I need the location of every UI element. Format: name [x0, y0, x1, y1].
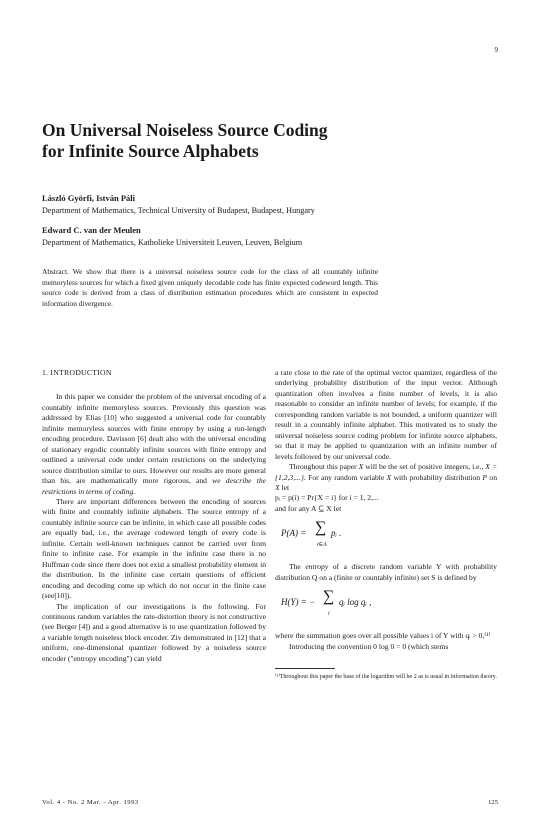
abstract-label: Abstract.	[42, 267, 69, 276]
eq2-subscript: i	[328, 611, 330, 618]
rp2-c: . For any random variable	[303, 472, 387, 482]
affiliation-first: Department of Mathematics, Technical University of Budapest, Budapest, Hungary	[42, 206, 315, 215]
eq1-subscript: i∈A	[317, 542, 327, 549]
rp3-b: of a discrete random variable Y with probability distribution Q on a (finite or countably infinite) set S is defined by	[275, 562, 497, 582]
right-paragraph-4: where the summation goes over all possible values i of Y with qᵢ > 0,⁽¹⁾	[275, 631, 491, 641]
subset-line: and for any A ⊆ X let	[275, 503, 342, 513]
rp2-b: will be the set of positive integers, i.e.,	[363, 462, 486, 472]
para1-text: In this paper we consider the problem of the universal encoding of a countably infinite memoryless sources. Previously this question was addressed by Elias [10] who suggested a universal code for countably infinite memoryless sources with finite entropy by using a run-length encoding procedure. Davisson [6] dealt also with the universal encoding of stationary ergodic countably infinite sources with finite entropy and outlined a universal code under certain restrictions on the underlying source distribution similar to ours. However our results are more general than his, are mathematically more rigorous, and	[42, 392, 266, 486]
right-paragraph-2	[275, 462, 497, 493]
equation-entropy	[281, 588, 497, 621]
title-line-2: for Infinite Source Alphabets	[42, 141, 259, 161]
eq1-lhs: P(A) =	[281, 528, 307, 539]
rp2-d: with probability distribution	[391, 472, 483, 482]
rp2-a: Throughout this paper	[289, 462, 359, 472]
probability-definition: pᵢ = p(i) = Pr{X = i} for i = 1, 2,...	[275, 493, 379, 503]
authors-second: Edward C. van der Meulen	[42, 225, 141, 235]
eq2-term: qᵢ log qᵢ ,	[339, 597, 372, 608]
title-line-1: On Universal Noiseless Source Coding	[42, 120, 328, 140]
rp2-X2: X	[386, 472, 392, 482]
eq2-lhs: H(Y) = −	[281, 597, 316, 608]
rp2-X3: X	[275, 482, 280, 492]
footnote: ⁽¹⁾Throughout this paper the base of the logarithm will be 2 as is usual in information theory.	[275, 674, 497, 681]
eq1-term: pᵢ .	[331, 528, 342, 539]
rp2-X: X	[358, 462, 364, 472]
page-number: 9	[494, 46, 498, 54]
equation-probability-of-set	[281, 519, 497, 552]
right-paragraph-3	[275, 562, 497, 583]
abstract	[42, 267, 378, 309]
left-column	[42, 368, 266, 664]
journal-footer: Vol. 4 - No. 2 Mar. - Apr. 1993	[42, 799, 139, 806]
intro-paragraph-3: The implication of our investigations is the following. For continuous random variables the rate-distortion theory is not constructive (see Berger [4]) and a good alternative is to use quantization followed by a variable length noiseless block encoder. Ziv demonstrated in [12] that a uniform, one-dimensional quantizer followed by a noiseless source encoder ("entropy encoding") can yield	[42, 601, 266, 663]
intro-paragraph-1	[42, 392, 266, 497]
right-paragraph-5: Introducing the convention 0 log 0 = 0 (which stems	[289, 641, 449, 651]
section-heading: 1. INTRODUCTION	[42, 368, 112, 377]
right-column	[275, 368, 497, 681]
right-paragraph-1: a rate close to the rate of the optimal vector quantizer, regardless of the underlying probability distribution of the input vector. Although quantization often involves a finite number of levels, it is also reasonable to consider an infinite number of levels; for example, if the corresponding random variable is not bounded, a uniform quantizer will result in a countably infinite alphabet. This motivated us to study the universal noiseless source coding problem for infinite source alphabets, so that it may be applied to quantization with an infinite number of levels followed by our universal code.	[275, 368, 497, 461]
paper-title	[42, 120, 442, 162]
rp3-a: The	[289, 562, 306, 572]
intro-paragraph-2: There are important differences between the encoding of sources with finite and countably infinite alphabets. The source entropy of a countably infinite source can be infinite, in which case all possible codes are equally bad, i.e., the average codeword length of every code is infinite. Certain well-known techniques cannot be carried over from finite to infinite case. For example in the infinite case there is no Huffman code since there does not exist a smallest probability element in the distribution. In the infinite case certain questions of efficient encoding and decoding come up which do not occur in the finite case (see[10]).	[42, 496, 266, 601]
para1-end: .	[133, 486, 136, 496]
rp2-P: P	[482, 472, 488, 482]
rp2-e: on	[487, 472, 497, 482]
footnote-rule	[275, 668, 335, 669]
rp2-set: X = {1,2,3,...}	[275, 462, 497, 482]
eq1-sum-symbol: ∑	[315, 519, 327, 537]
para1-emphasis: we describe the restrictions in terms of coding	[42, 476, 266, 496]
footer-page-number: 125	[488, 799, 498, 806]
rp3-emphasis: entropy	[305, 562, 329, 572]
eq2-sum-symbol: ∑	[323, 588, 335, 606]
affiliation-second: Department of Mathematics, Katholieke Universiteit Leuven, Leuven, Belgium	[42, 238, 303, 247]
rp2-f: let	[279, 482, 290, 492]
abstract-text: We show that there is a universal noiseless source code for the class of all countably infinite memoryless sources for which a fixed given uniquely decodable code has finite expected codeword length. This source code is derived from a class of distribution estimation procedures which are consistent in expected information divergence.	[42, 267, 378, 308]
authors-first: László Györfi, István Páli	[42, 193, 136, 203]
